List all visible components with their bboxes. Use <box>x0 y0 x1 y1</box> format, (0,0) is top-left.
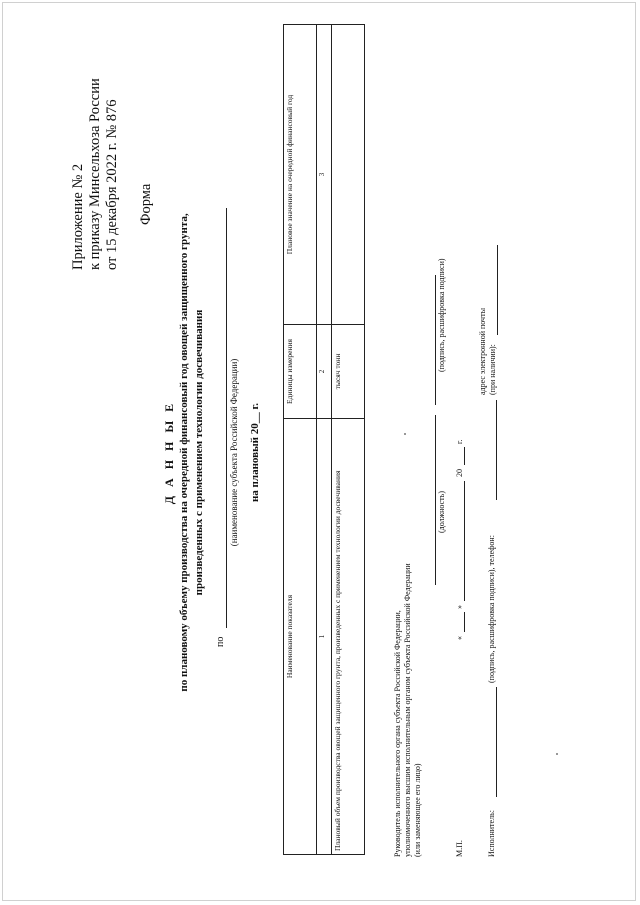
plan-year: на плановый 20__ г. <box>249 402 261 503</box>
column-number-3: 3 <box>317 25 332 325</box>
scan-speck <box>404 433 406 435</box>
document-title-line-2: произведенных с применением технологии досвечивания <box>193 309 205 596</box>
email-field[interactable] <box>497 245 498 335</box>
appendix-line-1: Приложение № 2 <box>70 163 86 270</box>
header-planned-value: Плановое значение на очередной финансовый год <box>284 25 317 325</box>
email-note: (при наличии): <box>488 344 497 395</box>
header-unit: Единицы измерения <box>284 325 317 419</box>
table-header-row <box>284 25 317 855</box>
executor-field[interactable] <box>496 687 497 797</box>
table-row <box>332 25 365 855</box>
date-year-suffix: г. <box>455 439 464 444</box>
date-quote-close: » <box>455 605 464 609</box>
head-official-text: Руководитель исполнительного органа субъекта Российской Федерации, уполномоченного высшим исполнительным органом субъекта Российской Федерации (или заменяющее его лицо) <box>393 563 422 857</box>
signature-field[interactable] <box>435 275 436 405</box>
document-title-line-1: по плановому объему производства на очередной финансовый год овощей защищенного грунта, <box>178 213 190 692</box>
column-number-2: 2 <box>317 325 332 419</box>
table-number-row <box>317 25 332 855</box>
appendix-block <box>70 78 121 270</box>
form-label: Форма <box>138 183 154 225</box>
appendix-line-3: от 15 декабря 2022 г. № 876 <box>104 99 120 270</box>
signature-caption: (подпись, расшифровка подписи) <box>437 258 446 372</box>
phone-field[interactable] <box>496 400 497 500</box>
date-year-prefix: 20 <box>455 469 464 477</box>
column-number-1: 1 <box>317 419 332 855</box>
executor-caption: (подпись, расшифровка подписи), телефон: <box>487 535 496 683</box>
subject-caption: (наименование субъекта Российской Федерации) <box>229 358 239 547</box>
email-label: адрес электронной почты <box>478 308 487 395</box>
header-indicator-name: Наименование показателя <box>284 419 317 855</box>
position-caption: (должность) <box>437 491 446 533</box>
date-quote-open: « <box>455 636 464 640</box>
date-month-field[interactable] <box>464 481 465 601</box>
row-unit: тысяч тонн <box>332 325 365 419</box>
stamp-label: М.П. <box>455 840 464 857</box>
position-field[interactable] <box>435 415 436 585</box>
subject-prefix: по <box>215 636 226 647</box>
document-heading: Д А Н Н Ы Е <box>162 400 176 505</box>
scan-speck <box>556 753 558 755</box>
appendix-line-2: к приказу Минсельхоза России <box>87 78 103 270</box>
data-table <box>283 24 365 855</box>
date-year-field[interactable] <box>464 447 465 465</box>
subject-name-field[interactable] <box>226 208 227 628</box>
executor-label: Исполнитель: <box>487 810 496 857</box>
date-day-field[interactable] <box>464 612 465 632</box>
row-planned-value[interactable] <box>332 25 365 325</box>
row-indicator-name: Плановый объем производства овощей защищенного грунта, произведенных с применением технологии досвечивания <box>332 419 365 855</box>
